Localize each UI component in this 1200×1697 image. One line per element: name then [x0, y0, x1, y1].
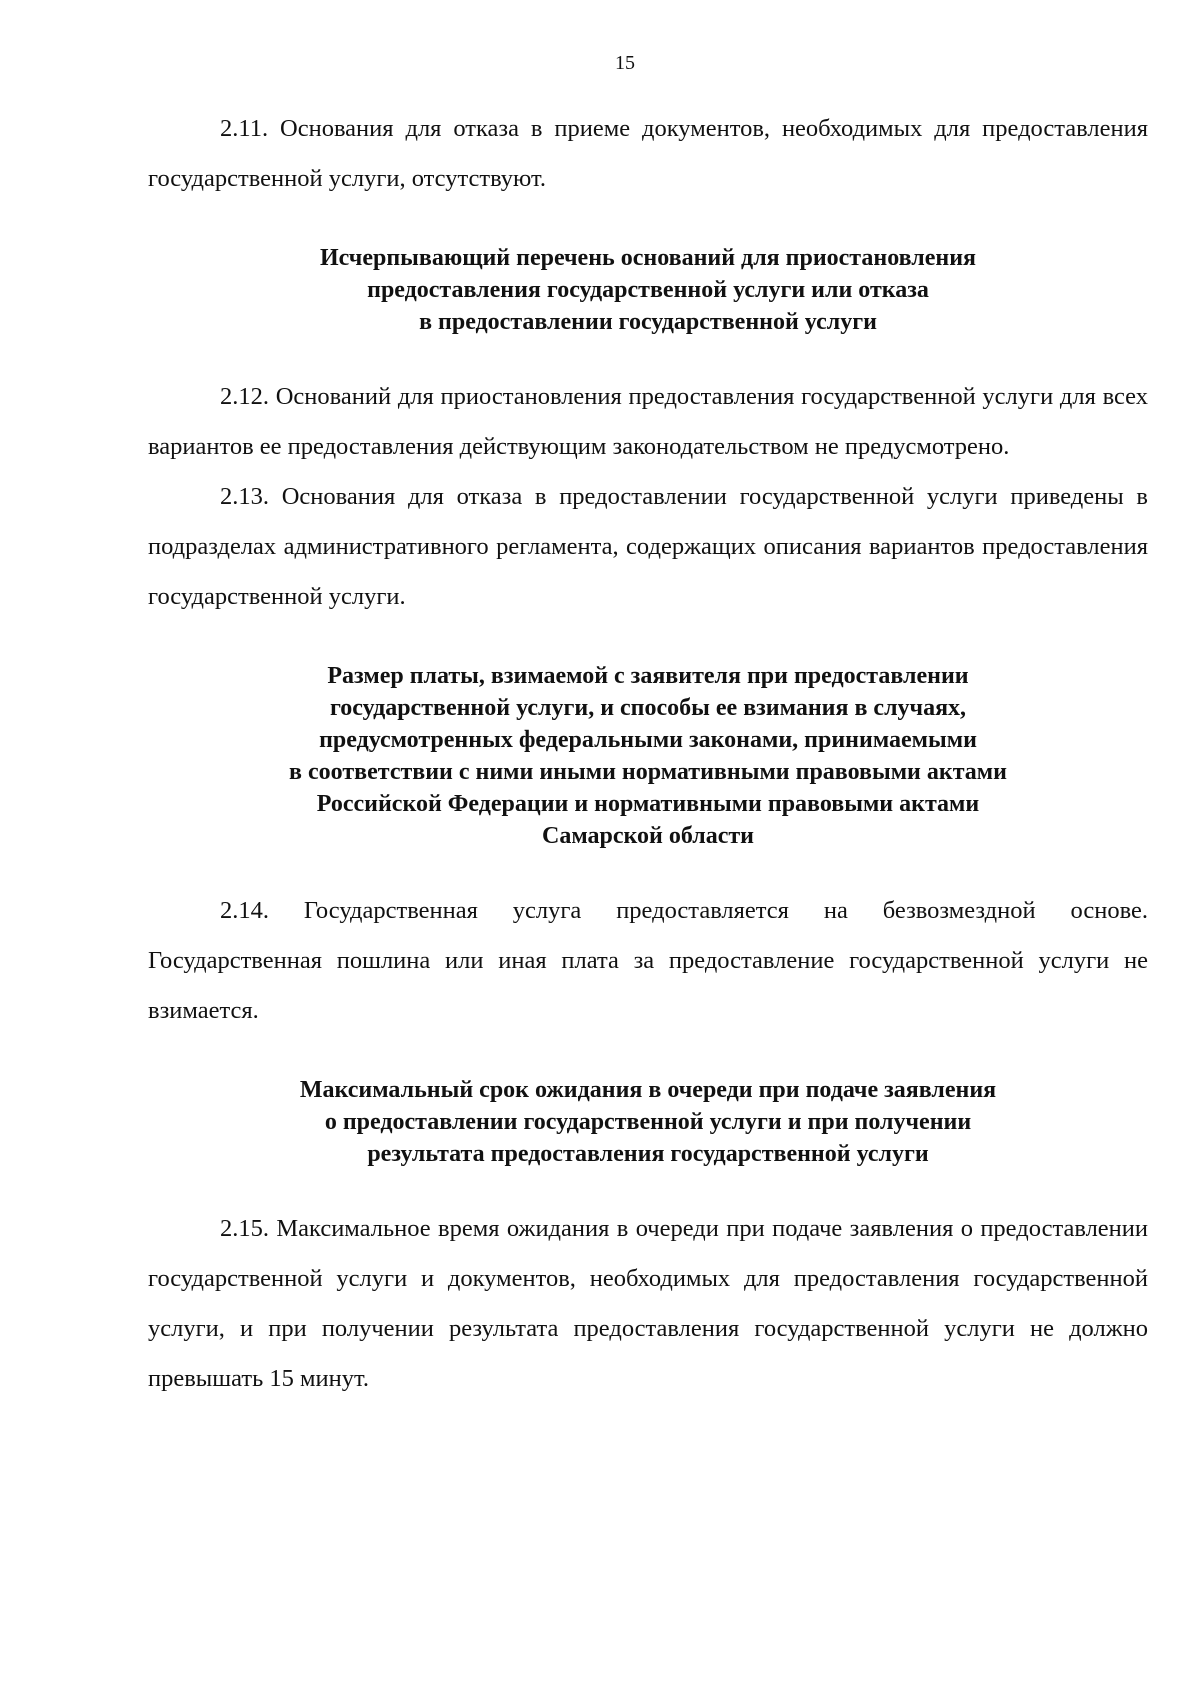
- heading-line: в соответствии с ними иными нормативными правовыми актами: [289, 759, 1007, 785]
- heading-line: Исчерпывающий перечень оснований для приостановления: [319, 245, 977, 271]
- page-number: 15: [615, 52, 635, 74]
- paragraph-2-12: 2.12. Оснований для приостановления предоставления государственной услуги для всех вариантов ее предоставления действующим законодательством не предусмотрено.: [148, 383, 1148, 460]
- heading-line: Российской Федерации и нормативными правовыми актами: [316, 791, 980, 817]
- heading-line: в предоставлении государственной услуги: [419, 309, 877, 335]
- paragraph-2-13: 2.13. Основания для отказа в предоставлении государственной услуги приведены в подразделах административного регламента, содержащих описания вариантов предоставления государственной услуги.: [148, 483, 1148, 610]
- heading-line: государственной услуги, и способы ее взимания в случаях,: [329, 695, 967, 721]
- paragraph-2-14: 2.14. Государственная услуга предоставляется на безвозмездной основе. Государственная пошлина или иная плата за предоставление государственной услуги не взимается.: [148, 897, 1148, 1024]
- heading-line: результата предоставления государственной услуги: [367, 1141, 929, 1167]
- document-body: [148, 104, 1148, 1404]
- heading-line: Размер платы, взимаемой с заявителя при предоставлении: [327, 663, 969, 689]
- section-heading-suspension-grounds: [148, 242, 1148, 338]
- heading-line: Самарской области: [542, 823, 754, 849]
- paragraph-2-11: 2.11. Основания для отказа в приеме документов, необходимых для предоставления государственной услуги, отсутствуют.: [148, 115, 1148, 192]
- heading-line: о предоставлении государственной услуги и при получении: [324, 1109, 972, 1135]
- paragraph-2-15: 2.15. Максимальное время ожидания в очереди при подаче заявления о предоставлении государственной услуги и документов, необходимых для предоставления государственной услуги, и при получении результата предоставления государственной услуги не должно превышать 15 минут.: [148, 1215, 1148, 1392]
- section-heading-waiting-time: [148, 1074, 1148, 1170]
- heading-line: Максимальный срок ожидания в очереди при подаче заявления: [299, 1077, 997, 1103]
- heading-line: предоставления государственной услуги или отказа: [367, 277, 929, 303]
- section-heading-fee: [148, 660, 1148, 852]
- heading-line: предусмотренных федеральными законами, принимаемыми: [319, 727, 977, 753]
